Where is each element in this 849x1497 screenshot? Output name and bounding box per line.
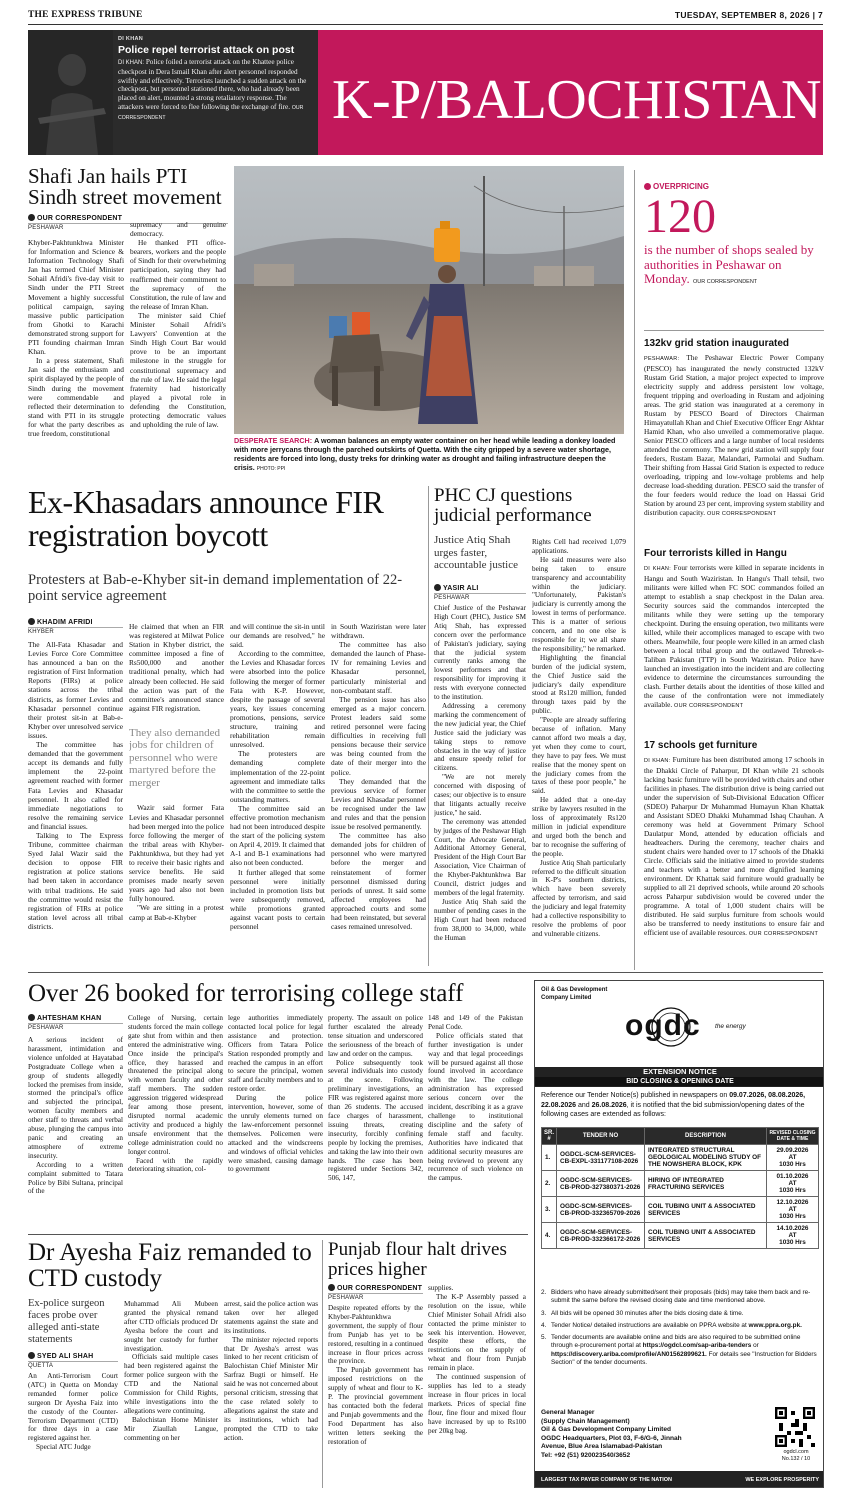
- ayesha-dateline: QUETTA: [28, 1361, 118, 1369]
- overpricing-text: is the number of shops sealed by authorities in Peshawar on Monday.: [644, 242, 814, 286]
- ppra-link[interactable]: www.ppra.org.pk.: [748, 1321, 802, 1329]
- college-col-2: College of Nursing, certain students forced the main college gate shut from within and then entered the administrative wing. Once inside the principal's office, they harassed and threatened the principal along with women faculty and other staff members. The sudden aggression triggered widespread fear among those present, disrupted normal academic activity and produced a highly unsafe environment that the college administration could no longer control. Faced with the rapidly deteriorating situation, col-: [128, 1014, 223, 1174]
- table-row: 1. OGDCL-SCM-SERVICES-CB-EXPL-331177108-2026 INTEGRATED STRUCTURAL GEOLOGICAL MODELING STUDY OF THE NOWSHERA BLOCK, KPK 29.09.2026 AT 1030 Hrs: [542, 1145, 819, 1171]
- paper-name: THE EXPRESS TRIBUNE: [28, 10, 143, 20]
- ogdc-ad: [534, 980, 824, 1488]
- khasadar-col-3: and will continue the sit-in until our demands are resolved," he said. According to the committee, the Levies and Khasadar forces were absorbed into the police following the merger of former Fata with K-P. However, despite the passage of several years, key issues concerning promotions, pensions, service structure, training and rehabilitation remain unresolved. The protesters are demanding complete implementation of the 22-point agreement and immediate talks with the committee to settle the outstanding matters. The committee said an effective promotion mechanism had not been introduced despite the start of the policing system on April 4, 2019. It claimed that A-1 and B-1 examinations had also not been conducted. It further alleged that some personnel were initially included in promotion lists but were subsequently removed, while promotions granted against vacant posts to certain personnel: [230, 622, 325, 932]
- shafi-byline: OUR CORRESPONDENT: [37, 215, 123, 222]
- soldier-silhouette-icon: [28, 30, 113, 155]
- grid-dateline: PESHAWAR:: [644, 356, 680, 362]
- college-byline: AHTESHAM KHAN: [37, 1015, 102, 1022]
- byline-icon: [434, 584, 441, 591]
- page-date: TUESDAY, SEPTEMBER 8, 2026 | 7: [674, 10, 823, 20]
- byline-icon: [28, 618, 35, 625]
- qr-code: [775, 1407, 815, 1447]
- brief-dateline: DI KHAN:: [118, 60, 145, 66]
- ogdc-tagline: the energy: [715, 1023, 746, 1030]
- hangu-credit: OUR CORRESPONDENT: [674, 703, 744, 709]
- ayesha-deck: Ex-police surgeon faces probe over alleged anti-state statements: [28, 1298, 105, 1345]
- photo-credit: PHOTO: PPI: [256, 466, 286, 472]
- furniture-dateline: DI KHAN:: [644, 758, 671, 764]
- ad-company: Oil & Gas Development Company Limited: [541, 987, 608, 1001]
- table-row: 4. OGDC-SCM-SERVICES-CB-PROD-332366172-2026 COIL TUBING UNIT & ASSOCIATED SERVICES 14.10.2026 AT 1030 Hrs: [542, 1223, 819, 1249]
- college-col-5: 148 and 149 of the Pakistan Penal Code. Police officials stated that further investigation is under way and that legal proceedings will be pursued against all those found involved in accordance with the law. The college administration has expressed serious concern over the incident, describing it as a grave challenge to institutional discipline and the safety of female staff and faculty. Authorities have indicated that additional security measures are being reviewed to prevent any recurrence of such violence on the campus.: [428, 1014, 523, 1183]
- ad-notes: 2. Bidders who have already submitted/sent their proposals (bids) may take them back and re-submit the same before the revised closing date and time mentioned above. 3. All bids will be opened 30 minutes after the bids closing date & time. 4. Tender Notice/ detailed instructions are available on PPRA website at www.ppra.org.pk. 5. Tender documents are available online and bids are also required to be submitted online through e-procurement portal at https://ogdcl.com/sap-ariba-tenders or https://discovery.ariba.com/profile/AN01562899621. For details see "Instruction for Bidders Section" of the tender documents.: [541, 1289, 819, 1367]
- khasadar-col-2: He claimed that when an FIR was registered at Milwat Police Station in Khyber district, the committee imposed a fine of Rs500,000 and another traditional penalty, which had already been collected. He said the action was part of the committee's announced stance against FIR registration. They also demanded jobs for children of personnel who were martyred before the merger Wazir said former Fata Levies and Khasadar personnel had been merged into the police force following the merger of the tribal areas with Khyber-Pakhtunkhwa, but they had yet to receive their basic rights and service benefits. He said promises made nearly seven years ago had also not been fully honoured. "We are sitting in a protest camp at Bab-e-Khyber: [129, 622, 224, 922]
- khasadar-dateline: KHYBER: [28, 627, 123, 635]
- college-dateline: PESHAWAR: [28, 1023, 123, 1031]
- byline-icon: [28, 1352, 35, 1359]
- khasadar-deck: Protesters at Bab-e-Khyber sit-in demand implementation of 22-point service agreement: [28, 572, 403, 604]
- ayesha-headline: Dr Ayesha Faiz remanded to CTD custody: [28, 1239, 312, 1292]
- khasadar-col-1: The All-Fata Khasadar and Levies Force Core Committee has announced a ban on the registration of First Information Reports (FIRs) at police stations across the tribal districts, as former Levies and Khasadar personnel continue their protest sit-in at Bab-e-Khyber over unresolved service issues. The committee has demanded that the government accept its demands and fully implement the 22-point agreement reached with former Fata Levies and Khasadar personnel. It also called for immediate negotiations to resolve the remaining service and financial issues. Talking to The Express Tribune, committee chairman Syed Jalal Wazir said the decision to oppose FIR registration at police stations had been taken in accordance with tribal traditions. He said the committee would resist the registration of FIRs at police station level across all tribal districts.: [28, 640, 123, 931]
- page-number: 7: [817, 10, 823, 20]
- tender-header-row: [542, 1128, 819, 1145]
- brief-graphic: [28, 30, 113, 155]
- phc-headline: PHC CJ questions judicial performance: [434, 485, 592, 526]
- brief-title: Police repel terrorist attack on post: [118, 44, 295, 56]
- discovery-link[interactable]: https://discovery.ariba.com/profile/AN01562899621.: [551, 1350, 707, 1358]
- ogdc-logo: [615, 1003, 755, 1051]
- hangu-story: [644, 548, 824, 711]
- phc-col-2: Rights Cell had received 1,079 applications. He said measures were also being taken to ensure transparency and accountability within the judiciary. "Unfortunately, Pakistan's judiciary is currently among the lowest in terms of performance. This is a matter of serious concern, and no one else is responsible for it; we all share the responsibility," he remarked. Highlighting the financial burden of the judicial system, the Chief Justice said the judiciary's daily expenditure stood at Rs120 million, funded through taxes paid by the public. "People are already suffering because of inflation. Many cannot afford two meals a day, yet when they come to court, they have to pay fees. We must realise that the money spent on the judiciary comes from the taxes of these poor people," he said. He added that a one-day strike by lawyers resulted in the loss of approximately Rs120 million in judicial expenditure and urged both the bench and bar to recognise the suffering of the people. Justice Atiq Shah particularly referred to the difficult situation in K-P's southern districts, which have been severely affected by terrorism, and said the judiciary and legal fraternity had a collective responsibility to resolve the problems of poor and vulnerable citizens.: [532, 538, 626, 938]
- grid-body: The Peshawar Electric Power Company (PESCO) has inaugurated the newly constructed 132kV Rustam Grid Station, a major project expected to improve electricity supply and address persistent low voltage, frequent tripping and overloading in Rustam and adjoining areas. The grid station was inaugurated at a ceremony in Rustam by PESCO Board of Directors Chairman Himayatullah Khan and Chief Executive Officer Engr Akhtar Hamid Khan, who also unveiled a commemorative plaque. Senior PESCO officers and a large number of local residents attended the ceremony. The new grid station will supply four feeders, Rustam Bazar, Malandari, Parmolai and Sudham. Their shifting from Hassai Grid Station is expected to reduce overloading, tripping and low-voltage problems and help decrease load-shedding duration. PESCO said the transfer of the four feeders would reduce the load on Hassai Grid Station by around 23 per cent, improving system stability and distribution capacity.: [644, 353, 824, 517]
- note-3: All bids will be opened 30 minutes after the bids closing date & time.: [551, 1309, 744, 1317]
- shafi-dateline: PESHAWAR: [28, 223, 228, 231]
- brief-credit: OUR CORRESPONDENT: [118, 104, 304, 121]
- ad-footer: [535, 1471, 824, 1488]
- note-4: Tender Notice/ detailed instructions are available on PPRA website at: [551, 1321, 749, 1329]
- brief-body: Police foiled a terrorist attack on the Khattee police checkpost in Dera Ismail Khan after alert personnel responded swiftly and effectively. Terrorists launched a sudden attack on the checkpost, but personnel stationed there, who had already been placed on alert, mounted a strong retaliatory response. The attackers were forced to flee following the exchange of fire.: [118, 58, 307, 111]
- college-col-4: property. The assault on police further escalated the already tense situation and underscored the seriousness of the breach of law and order on the campus. Police subsequently took several individuals into custody at the scene. Following preliminary investigations, an FIR was registered against more than 26 students. The accused face charges of harassment, issuing threats, creating insecurity, forcibly confining people by locking the premises, and taking the law into their own hands. The case has been registered under Sections 342, 506, 147,: [328, 1014, 423, 1183]
- flour-headline: Punjab flour halt drives prices higher: [328, 1239, 507, 1280]
- grid-credit: OUR CORRESPONDENT: [706, 511, 777, 517]
- phc-dateline: PESHAWAR: [434, 593, 526, 601]
- grid-title: 132kv grid station inaugurated: [644, 338, 790, 349]
- table-row: 2. OGDC-SCM-SERVICES-CB-PROD-327380371-2026 HIRING OF INTEGRATED FRACTURING SERVICES 01.10.2026 AT 1030 Hrs: [542, 1171, 819, 1197]
- hangu-dateline: DI KHAN:: [644, 566, 672, 572]
- ad-footer-right: WE EXPLORE PROSPERITY: [745, 1477, 819, 1483]
- college-col-1: A serious incident of harassment, intimidation and violence unfolded at Hayatabad Postgraduate College when a group of students allegedly locked the premises from inside, stormed the principal's office and subjected the principal, women faculty members and other staff to threats and verbal abuse, plunging the campus into panic and creating an atmosphere of extreme insecurity. According to a written complaint submitted to Tatara Police by Bibi Sultana, principal of the: [28, 1036, 123, 1196]
- ad-contact: General Manager (Supply Chain Management) Oil & Gas Development Company Limited OGDC Headquarters, Plot 03, F-6/G-6, Jinnah Avenue, Blue Area Islamabad-Pakistan Tel: +92 (51) 920023540/3652: [541, 1409, 682, 1459]
- grid-story: [644, 338, 824, 519]
- byline-icon: [28, 214, 35, 221]
- tender-table-wrap: [541, 1127, 819, 1249]
- col-date: REVISED CLOSING DATE & TIME: [767, 1128, 819, 1145]
- flour-col-1: Despite repeated efforts by the Khyber-Pakhtunkhwa government, the supply of flour from Punjab has yet to be restored, resulting in a continued increase in flour prices across the province. The Punjab government has imposed restrictions on the supply of wheat and flour to K-P. The provincial government has contacted both the federal and Punjab governments and the Food Department has also written letters seeking the restoration of: [328, 1304, 423, 1446]
- overpricing-number: 120: [644, 190, 716, 243]
- college-col-3: lege authorities immediately contacted local police for legal assistance and protection. Officers from Tatara Police Station responded promptly and reached the campus in an effort to secure the principal, women staff and faculty members and to restore order. During the police intervention, however, some of the unruly elements turned on the law-enforcement personnel themselves. Policemen were attacked and the windscreens and windows of official vehicles were smashed, causing damage to government: [228, 1014, 323, 1174]
- col-desc: DESCRIPTION: [645, 1128, 767, 1145]
- qr-site: ogdcl.com: [783, 1449, 809, 1455]
- photo-caption: [234, 436, 624, 474]
- section-title: K-P/BALOCHISTAN: [332, 69, 821, 131]
- furniture-story: [644, 740, 824, 939]
- ad-footer-left: LARGEST TAX PAYER COMPANY OF THE NATION: [541, 1477, 672, 1483]
- tender-table: [541, 1127, 819, 1249]
- col-tender: TENDER NO: [557, 1128, 645, 1145]
- hangu-title: Four terrorists killed in Hangu: [644, 548, 787, 559]
- caption-lead: DESPERATE SEARCH:: [234, 436, 313, 445]
- ayesha-byline: SYED ALI SHAH: [37, 1353, 94, 1360]
- overpricing-credit: OUR CORRESPONDENT: [693, 279, 758, 285]
- phc-deck: Justice Atiq Shah urges faster, accountable justice: [434, 534, 518, 571]
- overpricing-tag: OVERPRICING: [653, 182, 710, 191]
- caption-text: A woman balances an empty water container on her head while leading a donkey loaded with more jerrycans through the parched outskirts of Quetta. With the city gripped by a severe water shortage, residents are forced into long, dusty treks for drinking water as drought and failing infrastructure deepen the crisis.: [234, 436, 616, 472]
- water-donkey-photo: [234, 166, 624, 434]
- note-2: Bidders who have already submitted/sent their proposals (bids) may take them back and re-submit the same before the revised closing date and time mentioned above.: [551, 1289, 811, 1305]
- shafi-col-2: supremacy and genuine democracy. He thanked PTI office-bearers, workers and the people of Sindh for their overwhelming participation, saying they had reaffirmed their commitment to the supremacy of the Constitution, the rule of law and the release of Imran Khan. The minister said Chief Minister Sohail Afridi's Lawyers' Convention at the Sindh High Court Bar would prove to be an important milestone in the struggle for constitutional supremacy and the rule of law. He said the legal fraternity had historically played a pivotal role in defending the Constitution, protecting democratic values and upholding the rule of law.: [130, 220, 226, 430]
- notice-intro: Reference our Tender Notice(s) published in newspapers on 09.07.2026, 08.08.2026, 22.08.2026 and 26.08.2026, it is notified that the bid submission/opening dates of the following cases are extended as follows:: [541, 1092, 806, 1118]
- section-banner: [318, 30, 823, 155]
- overpricing-icon: [644, 183, 651, 190]
- ayesha-col-3: arrest, said the police action was taken over her alleged statements against the state and its institutions. The minister rejected reports that Dr Ayesha's arrest was linked to her recent criticism of Balochistan Chief Minister Mir Sarfraz Bugti or himself. He said he was not concerned about personal criticism, stressing that the case related solely to allegations against the state and its institutions, which had prompted the CTD to take action.: [224, 1300, 318, 1442]
- pull-quote: They also demanded jobs for children of personnel who were martyred before the merger: [129, 726, 221, 789]
- qr-code-icon: [775, 1407, 815, 1447]
- shafi-col-1: Khyber-Pakhtunkhwa Minister for Information and Science & Information Technology Shafi Jan has termed Chief Minister Sohail Afridi's five-day visit to Sindh under the PTI Street Movement a highly successful political campaign, saying massive public participation from Ghotki to Karachi demonstrated strong support for PTI founding chairman Imran Khan. In a press statement, Shafi Jan said the enthusiasm and spirit displayed by the people of Sindh during the movement were commendable and reflected their determination to stand with PTI in its struggle for what the party describes as true freedom, constitutional: [28, 238, 124, 438]
- khasadar-byline: KHADIM AFRIDI: [37, 619, 93, 626]
- date-text: TUESDAY, SEPTEMBER 8, 2026: [674, 10, 810, 20]
- qr-number: No.132 / 10: [781, 1456, 811, 1462]
- note-5: Tender documents are available online and bids are also required to be submitted online through e-procurement portal at: [551, 1334, 801, 1350]
- photo: [234, 166, 624, 434]
- col-sr: SR. #: [542, 1128, 557, 1145]
- notice-sub: BID CLOSING & OPENING DATE: [535, 1077, 824, 1086]
- flour-byline: OUR CORRESPONDENT: [337, 1285, 423, 1292]
- phc-byline: YASIR ALI: [443, 585, 479, 592]
- khasadar-col-4: in South Waziristan were later withdrawn. The committee has also demanded the launch of Phase-IV for remaining Levies and Khasadar personnel, particularly ministerial and non-combatant staff. The pension issue has also emerged as a major concern. Protest leaders said some retired personnel were facing difficulties in receiving full pensions because their service was being counted from the date of their merger into the police. They demanded that the previous service of former Levies and Khasadar personnel be recognised under the law and rules and that the pension issue be resolved permanently. The committee has also demanded jobs for children of personnel who were martyred before the merger and reinstatement of former personnel dismissed during periods of unrest. It said some affected employees had approached courts and some had been reinstated, but several cases remained unresolved.: [331, 622, 426, 932]
- hangu-body: Four terrorists were killed in separate incidents in Hangu and South Waziristan. In Hangu's Thall tehsil, two militants were killed when FC SOC commandos foiled an attempt to establish a snap checkpost in the Dalan area. Security sources said the commandos intercepted the militants while they were setting up the temporary checkpoint. During the ensuing operation, two militants were killed, while their accomplices managed to escape with two others. Meanwhile, four people were killed in an armed clash between a local tribal group and the outlawed Tehreek-e-Taliban Pakistan (TTP) in South Waziristan. Police have launched an investigation into the incident and are collecting evidence to determine the circumstances surrounding the clash. Further details about the identities of those killed and the cause of the confrontation were not immediately available.: [644, 563, 824, 709]
- overpricing-box: [644, 182, 824, 290]
- brief-box: [28, 30, 318, 155]
- byline-icon: [28, 1014, 35, 1021]
- shafi-headline: Shafi Jan hails PTI Sindh street movement: [28, 164, 222, 209]
- ogdc-logo-text: ogdc: [625, 1009, 701, 1042]
- brief-body-wrap: [118, 58, 312, 123]
- byline-icon: [328, 1284, 335, 1291]
- ayesha-col-2: Muhammad Ali Mubeen granted the physical remand after CTD officials produced Dr Ayesha before the court and sought her custody for further investigation. Officials said multiple cases had been registered against the former police surgeon with the CTD and the National Commission for Child Rights, while investigations into the allegations were continuing. Balochistan Home Minister Mir Ziaullah Langue, commenting on her: [124, 1300, 218, 1442]
- notice-title: EXTENSION NOTICE: [643, 1067, 717, 1076]
- flour-dateline: PESHAWAR: [328, 1293, 423, 1301]
- ariba-link[interactable]: https://ogdcl.com/sap-ariba-tenders: [642, 1342, 752, 1350]
- khasadar-headline: Ex-Khasadars announce FIR registration boycott: [28, 484, 384, 553]
- table-row: 3. OGDC-SCM-SERVICES-CB-PROD-332365709-2026 COIL TUBING UNIT & ASSOCIATED SERVICES 12.10.2026 AT 1030 Hrs: [542, 1197, 819, 1223]
- college-headline: Over 26 booked for terrorising college staff: [28, 980, 464, 1007]
- masthead: [28, 8, 823, 24]
- furniture-body: Furniture has been distributed among 17 schools in the Dhakki Circle of Paharpur, DI Khan while 21 schools lacking basic furniture will be provided with chairs and other facilities in phases. The distribution drive is being carried out under the supervision of Sub-Divisional Education Officer (SDEO) Paharpur Dr Muhammad Humayun Khan Khattak and Assistant SDEO Dhakki Muhammad Ishaq Chauhan. A ceremony was held at Government Primary School Daulatpur Mond, attended by education officials and headteachers. During the ceremony, teacher chairs and student chairs were handed over to 17 schools of the Dhakki Circle. Officials said the initiative aimed to provide students and teachers with a better and more dignified learning environment. Dr Khattak said furniture would gradually be supplied to all 21 deprived schools, while around 20 schools across Paharpur subdivision would be covered under the programme. A total of 1,000 student chairs will be distributed. He said surplus furniture from schools would also be transferred to needy institutions to ensure fair and efficient use of available resources.: [644, 755, 824, 937]
- phc-col-1: Chief Justice of the Peshawar High Court (PHC), Justice SM Atiq Shah, has expressed concern over the performance of Pakistan's judiciary, saying that the judicial system currently ranks among the lowest performers and that responsibility for improving it rests with everyone connected to the institution. Addressing a ceremony marking the commencement of the new judicial year, the Chief Justice said the judiciary was taking steps to remove obstacles in the way of justice and ensure speedy relief for citizens. "We are not merely concerned with disposing of cases; our objective is to ensure that litigants actually receive justice," he said. The ceremony was attended by judges of the Peshawar High Court, the Advocate General, Additional Attorney General, President of the High Court Bar Association, Vice Chairman of the Khyber-Pakhtunkhwa Bar Council, district judges and members of the legal fraternity. Justice Atiq Shah said the number of pending cases in the High Court had been reduced from 38,000 to 34,000, while the Human: [434, 604, 526, 942]
- brief-tag: DI KHAN: [118, 36, 144, 42]
- furniture-credit: OUR CORRESPONDENT: [748, 931, 819, 937]
- ayesha-col-1: An Anti-Terrorism Court (ATC) in Quetta on Monday remanded former police surgeon Dr Ayesha Faiz into the custody of the Counter-Terrorism Department (CTD) for three days in a case registered against her. Special ATC Judge: [28, 1372, 118, 1452]
- flour-col-2: supplies. The K-P Assembly passed a resolution on the issue, while Chief Minister Sohail Afridi also contacted the prime minister to seek his intervention. However, despite these efforts, the restrictions on the supply of wheat and flour from Punjab remain in place. The continued suspension of supplies has led to a steady increase in flour prices in local markets. Prices of special fine flour, fine flour and mixed flour have increased by up to Rs100 per 20kg bag.: [428, 1284, 526, 1435]
- furniture-title: 17 schools get furniture: [644, 740, 758, 751]
